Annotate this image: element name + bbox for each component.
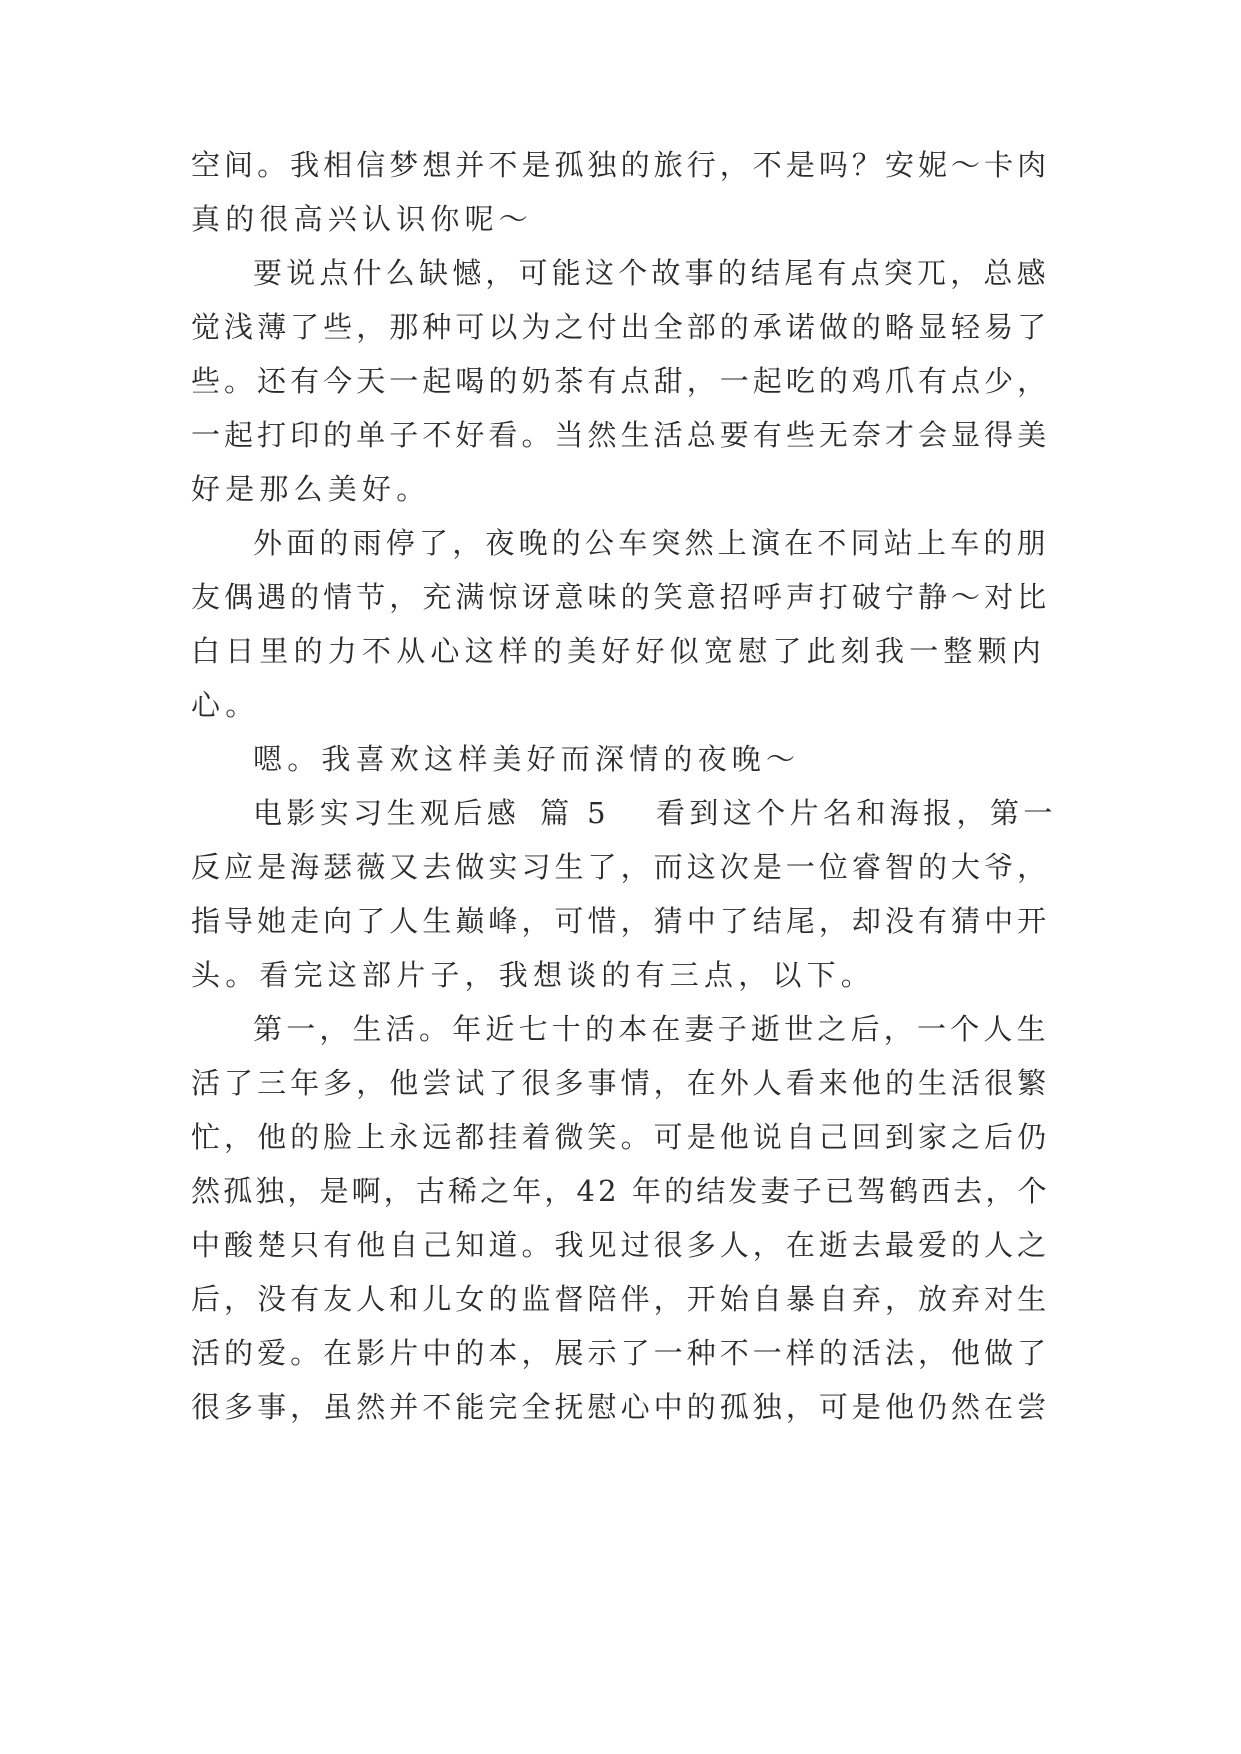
text-line: 指导她走向了人生巅峰，可惜，猜中了结尾，却没有猜中开: [191, 904, 1051, 938]
section-heading-line: [253, 793, 1057, 833]
text-line: 反应是海瑟薇又去做实习生了，而这次是一位睿智的大爷，: [191, 850, 1051, 884]
text-line: 心。: [191, 688, 260, 722]
paragraph-start-line: 第一，生活。年近七十的本在妻子逝世之后，一个人生: [253, 1012, 1050, 1046]
text-line: 很多事，虽然并不能完全抚慰心中的孤独，可是他仍然在尝: [191, 1390, 1051, 1424]
section-first-text: 看到这个片名和海报，第一: [656, 796, 1057, 830]
text-line: 空间。我相信梦想并不是孤独的旅行，不是吗？安妮～卡肉: [191, 148, 1051, 182]
text-line: 白日里的力不从心这样的美好好似宽慰了此刻我一整颗内: [191, 634, 1047, 668]
text-line: 一起打印的单子不好看。当然生活总要有些无奈才会显得美: [191, 418, 1051, 452]
text-line: 然孤独，是啊，古稀之年，42 年的结发妻子已驾鹤西去，个: [191, 1174, 1050, 1208]
paragraph-start-line: 嗯。我喜欢这样美好而深情的夜晚～: [253, 742, 801, 776]
text-line: 头。看完这部片子，我想谈的有三点，以下。: [191, 958, 876, 992]
text-line: 忙，他的脸上永远都挂着微笑。可是他说自己回到家之后仍: [191, 1120, 1051, 1154]
text-line: 活了三年多，他尝试了很多事情，在外人看来他的生活很繁: [191, 1066, 1051, 1100]
text-line: 觉浅薄了些，那种可以为之付出全部的承诺做的略显轻易了: [191, 310, 1051, 344]
paragraph-start-line: 要说点什么缺憾，可能这个故事的结尾有点突兀，总感: [253, 256, 1050, 290]
text-line: 友偶遇的情节，充满惊讶意味的笑意招呼声打破宁静～对比: [191, 580, 1051, 614]
paragraph-start-line: 外面的雨停了，夜晚的公车突然上演在不同站上车的朋: [253, 526, 1050, 560]
text-line: 活的爱。在影片中的本，展示了一种不一样的活法，他做了: [191, 1336, 1051, 1370]
text-line: 好是那么美好。: [191, 472, 431, 506]
section-number: 篇 5: [540, 796, 611, 830]
text-line: 真的很高兴认识你呢～: [191, 202, 534, 236]
text-line: 后，没有友人和儿女的监督陪伴，开始自暴自弃，放弃对生: [191, 1282, 1051, 1316]
text-line: 些。还有今天一起喝的奶茶有点甜，一起吃的鸡爪有点少，: [191, 364, 1051, 398]
text-line: 中酸楚只有他自己知道。我见过很多人，在逝去最爱的人之: [191, 1228, 1051, 1262]
section-title: 电影实习生观后感: [253, 796, 521, 830]
